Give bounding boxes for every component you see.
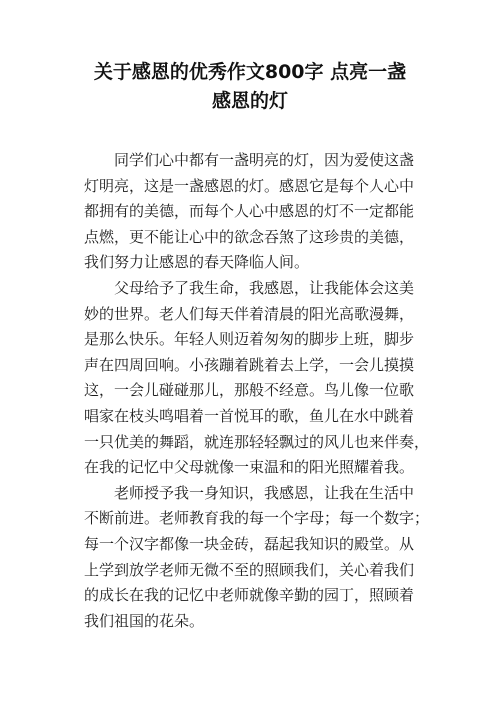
paragraph-1	[84, 148, 424, 276]
text-line: 灯明亮，这是一盏感恩的灯。感恩它是每个人心中	[84, 176, 415, 195]
text-line: 父母给予了我生命，我感恩，让我能体会这美	[114, 278, 415, 297]
text-line: 这，一会儿碰碰那儿，那般不经意。鸟儿像一位歌	[84, 381, 415, 400]
document-body	[84, 148, 430, 634]
text-line: 的成长在我的记忆中老师就像辛勤的园丁，照顾着	[84, 586, 415, 605]
text-line: 不断前进。老师教育我的每一个字母；每一个数字；	[84, 509, 430, 528]
text-line: 唱家在枝头鸣唱着一首悦耳的歌，鱼儿在水中跳着	[84, 406, 415, 425]
text-line: 一只优美的舞蹈，就连那轻轻飘过的风儿也来伴奏，	[84, 432, 430, 451]
text-line: 上学到放学老师无微不至的照顾我们，关心着我们	[84, 560, 415, 579]
paragraph-3	[84, 481, 430, 635]
text-line: 点燃，更不能让心中的欲念吞煞了这珍贵的美德，	[84, 227, 415, 246]
paragraph-2	[84, 276, 430, 481]
text-line: 妙的世界。老人们每天伴着清晨的阳光高歌漫舞，	[84, 304, 415, 323]
text-line: 我们祖国的花朵。	[84, 611, 205, 630]
page-title	[60, 58, 440, 116]
text-line: 在我的记忆中父母就像一束温和的阳光照耀着我。	[84, 458, 415, 477]
text-line: 同学们心中都有一盏明亮的灯，因为爱使这盏	[114, 151, 415, 169]
text-line: 每一个汉字都像一块金砖，磊起我知识的殿堂。从	[84, 534, 415, 553]
text-line: 我们努力让感恩的春天降临人间。	[84, 253, 310, 272]
title-line-1: 关于感恩的优秀作文800字 点亮一盏	[93, 61, 407, 83]
text-line: 是那么快乐。年轻人则迈着匆匆的脚步上班，脚步	[84, 330, 415, 349]
text-line: 声在四周回响。小孩蹦着跳着去上学，一会儿摸摸	[84, 355, 415, 374]
title-line-2: 感恩的灯	[211, 90, 288, 112]
text-line: 都拥有的美德，而每个人心中感恩的灯不一定都能	[84, 202, 415, 221]
text-line: 老师授予我一身知识，我感恩，让我在生活中	[114, 483, 415, 502]
